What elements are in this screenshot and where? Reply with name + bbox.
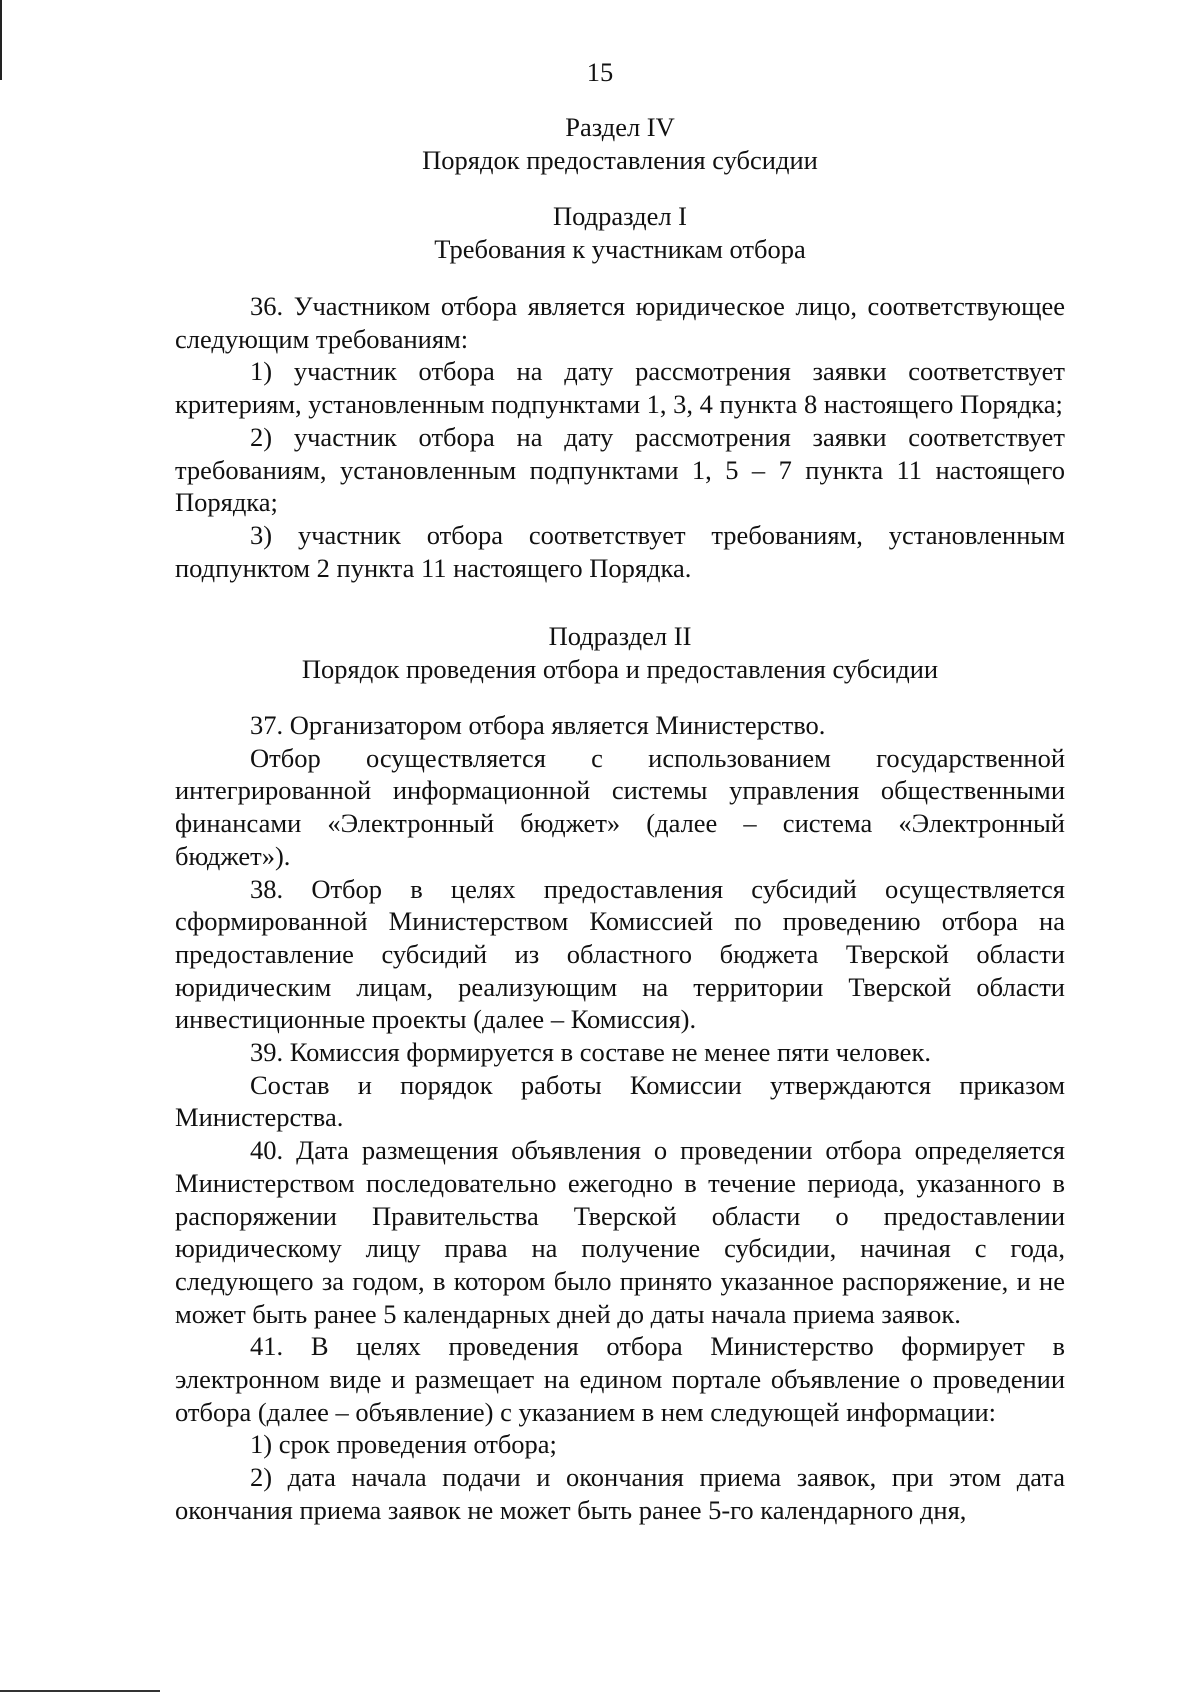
paragraph: Отбор осуществляется с использованием государственной интегрированной информационной системы управления общественными финансами «Электронный бюджет» (далее – система «Электронный бюджет»). [175, 742, 1065, 871]
paragraph: 41. В целях проведения отбора Министерство формирует в электронном виде и размещает на едином портале объявление о проведении отбора (далее – объявление) с указанием в нем следующей информации: [175, 1331, 1065, 1427]
paragraph: 3) участник отбора соответствует требованиям, установленным подпунктом 2 пункта 11 настоящего Порядка. [175, 519, 1065, 583]
procedure-text [175, 709, 1065, 1527]
subsection-1-heading [175, 200, 1065, 265]
paragraph: 1) участник отбора на дату рассмотрения заявки соответствует критериям, установленным подпунктами 1, 3, 4 пункта 8 настоящего Порядка; [175, 356, 1065, 420]
paragraph: 40. Дата размещения объявления о проведении отбора определяется Министерством последовательно ежегодно в течение периода, указанного в распоряжении Правительства Тверской области о предоставлении юридическому лицу права на получение субсидии, начиная с года, следующего за годом, в котором было принято указанное распоряжение, и не может быть ранее 5 календарных дней до даты начала приема заявок. [175, 1135, 1065, 1329]
paragraph: 1) срок проведения отбора; [250, 1429, 557, 1460]
subsection-1-title: Требования к участникам отбора [434, 233, 806, 264]
subsection-2-label: Подраздел II [548, 621, 692, 651]
scan-edge-bottom [0, 1690, 160, 1692]
paragraph: 2) дата начала подачи и окончания приема заявок, при этом дата окончания приема заявок не может быть ранее 5-го календарного дня, [175, 1462, 1065, 1525]
paragraph: 39. Комиссия формируется в составе не менее пяти человек. [250, 1037, 931, 1068]
section-label: Раздел IV [565, 112, 675, 142]
requirements-text [175, 290, 1065, 584]
subsection-1-label: Подраздел I [552, 201, 688, 231]
section-title: Порядок предоставления субсидии [422, 144, 818, 175]
paragraph: Состав и порядок работы Комиссии утверждаются приказом Министерства. [175, 1069, 1065, 1133]
subsection-2-title: Порядок проведения отбора и предоставления субсидии [301, 653, 939, 684]
section-heading [175, 111, 1065, 176]
paragraph: 38. Отбор в целях предоставления субсидий осуществляется сформированной Министерством Комиссией по проведению отбора на предоставление субсидий из областного бюджета Тверской области юридическим лицам, реализующим на территории Тверской области инвестиционные проекты (далее – Комиссия). [175, 873, 1065, 1035]
paragraph: 2) участник отбора на дату рассмотрения заявки соответствует требованиям, установленным подпунктами 1, 5 – 7 пункта 11 настоящего Порядка; [175, 421, 1065, 518]
subsection-2-heading [175, 620, 1065, 685]
page-number: 15 [586, 57, 614, 87]
paragraph: 36. Участником отбора является юридическое лицо, соответствующее следующим требованиям: [175, 291, 1065, 354]
paragraph: 37. Организатором отбора является Министерство. [250, 710, 826, 740]
